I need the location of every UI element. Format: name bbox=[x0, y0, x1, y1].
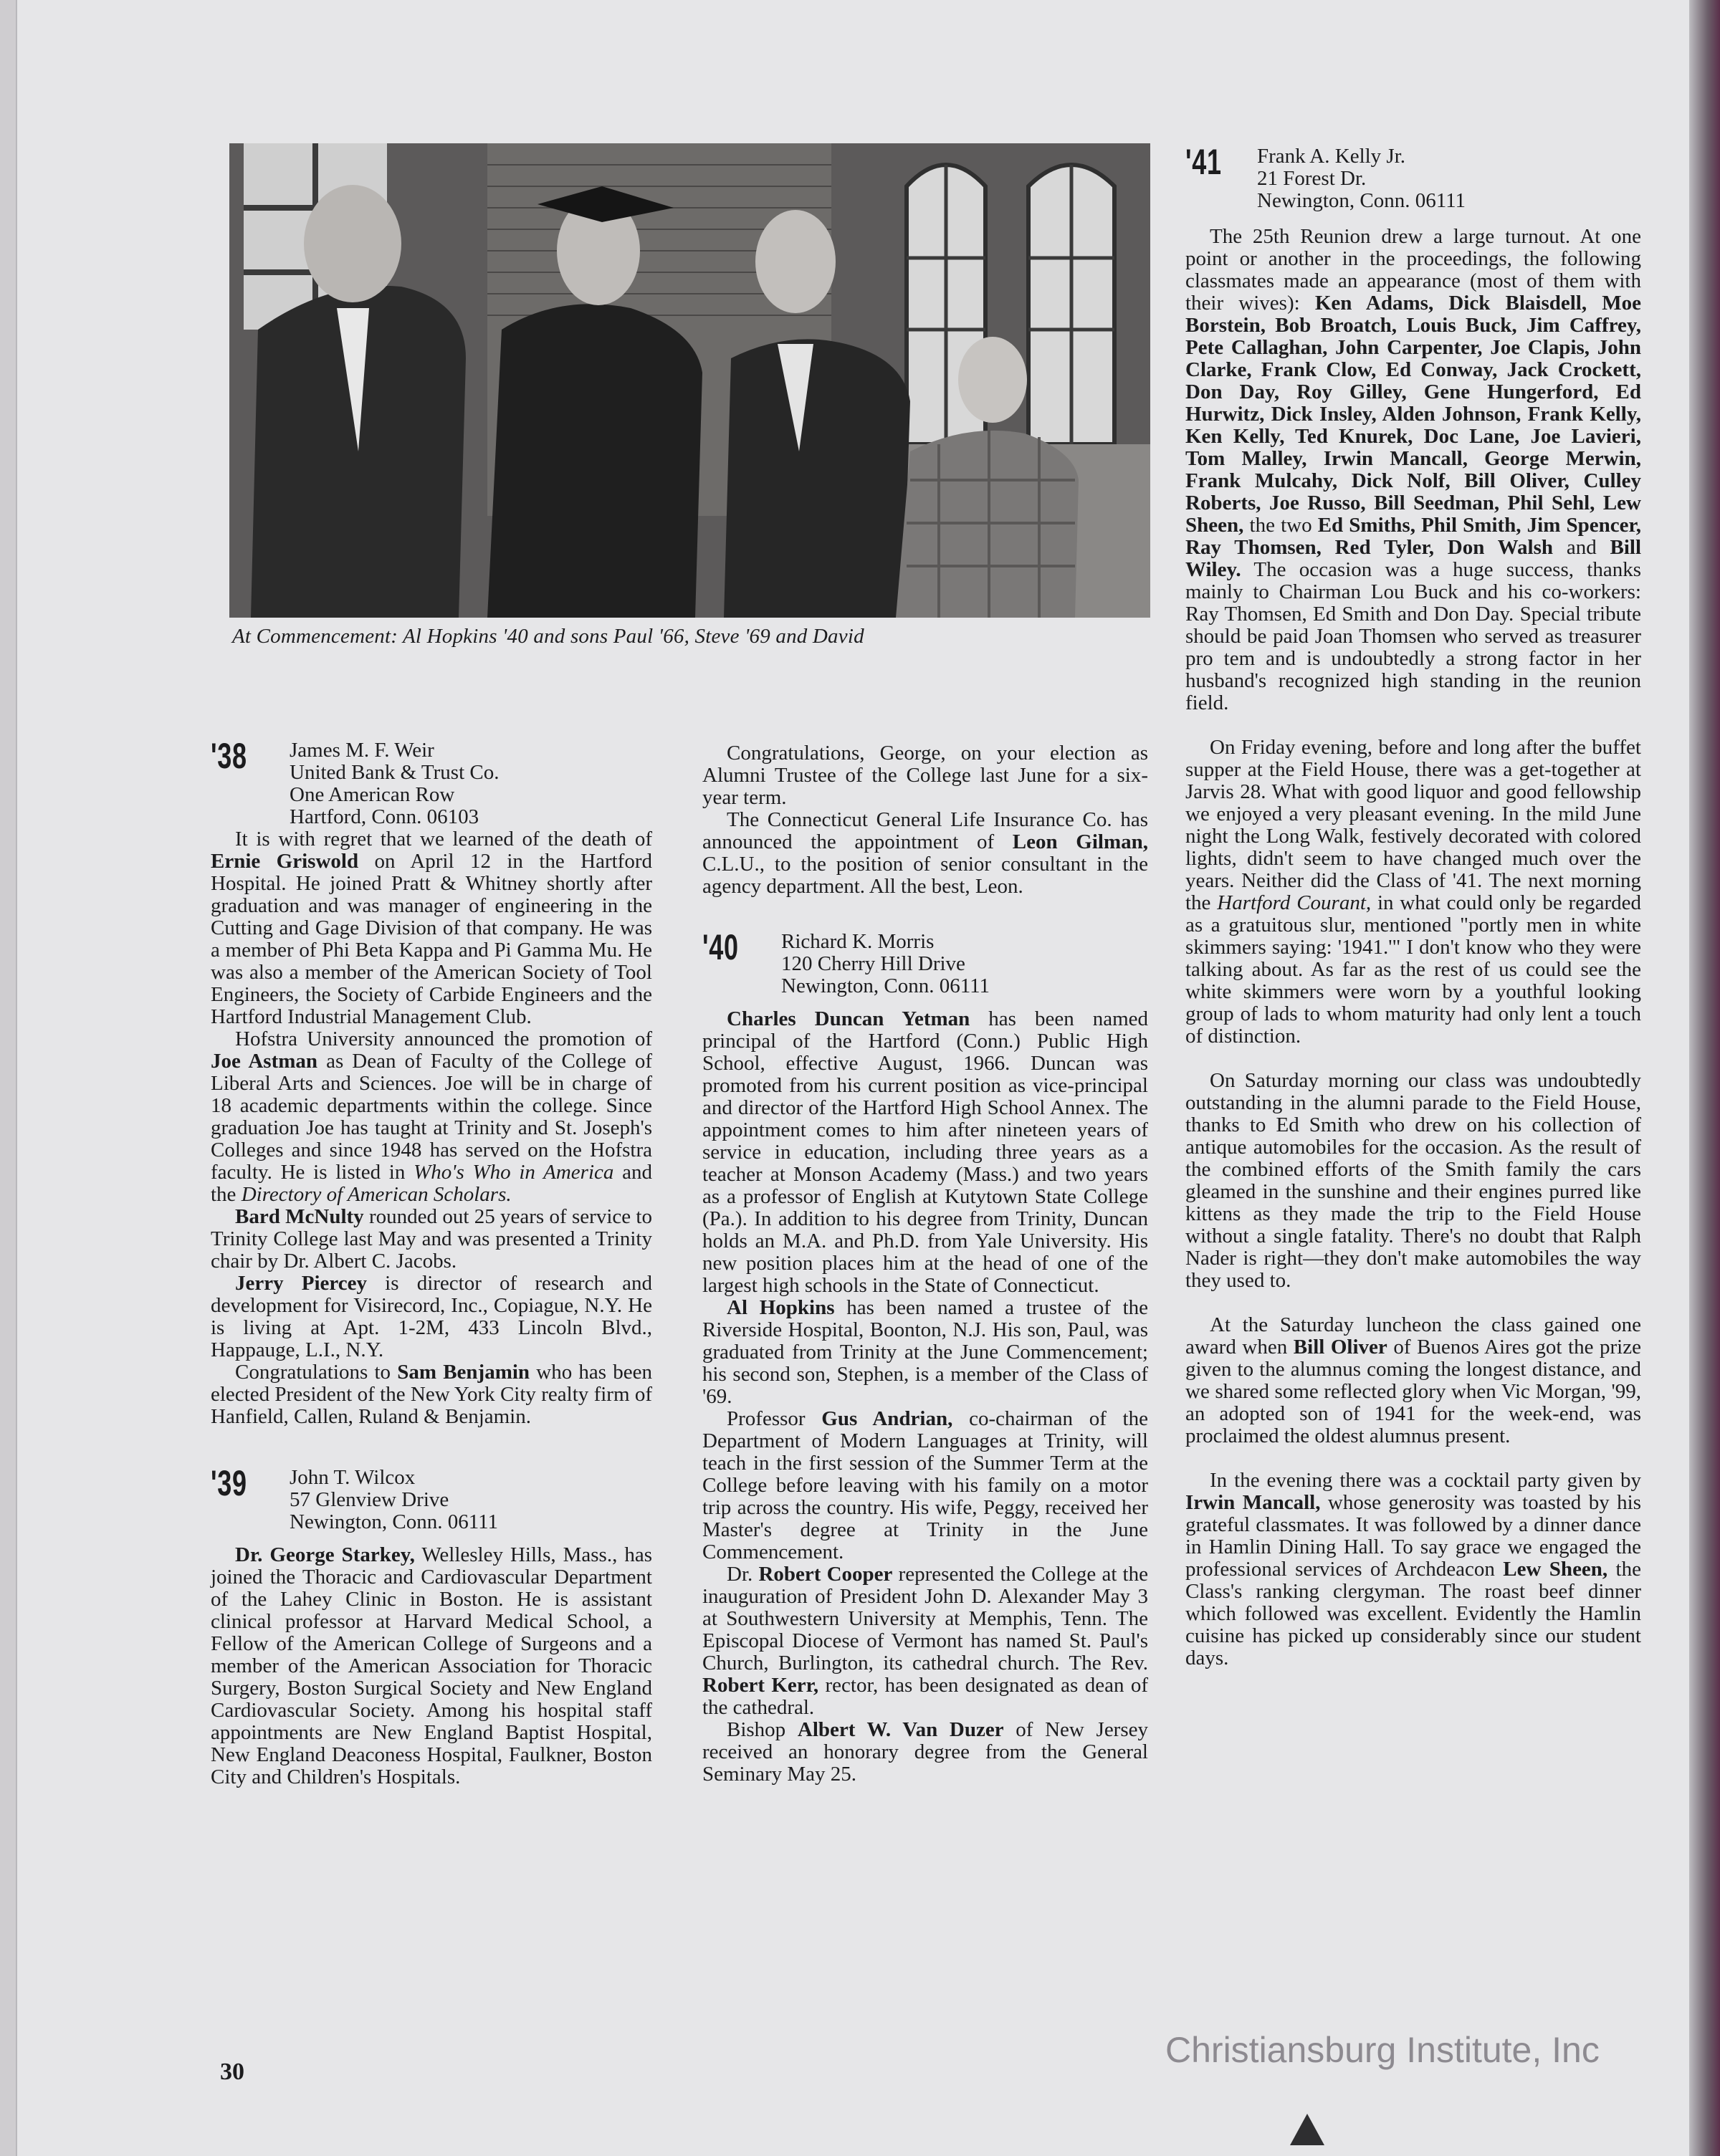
class-secretary-address: James M. F. Weir United Bank & Trust Co. One American Row Hartford, Conn. 06103 bbox=[290, 739, 500, 828]
class-38-header bbox=[211, 736, 652, 828]
magazine-page bbox=[16, 0, 1691, 2156]
paragraph: Professor Gus Andrian, co-chairman of the Department of Modern Languages at Trinity, will teach in the first session of the Summer Term at the College before leaving with his family on a motor trip across the country. His wife, Peggy, received her Master's degree at Trinity in the June Commencement. bbox=[702, 1407, 1148, 1563]
column-3 bbox=[1185, 142, 1642, 1669]
class-40-header bbox=[702, 927, 1148, 1008]
page-number: 30 bbox=[220, 2059, 244, 2085]
page-edge bbox=[1689, 0, 1720, 2156]
paragraph: It is with regret that we learned of the death of Ernie Griswold on April 12 in the Hartford Hospital. He joined Pratt & Whitney shortly after graduation and was manager of engineering in the Cutting and Gage Division of that company. He was a member of Phi Beta Kappa and Pi Gamma Mu. He was also a member of the American Society of Tool Engineers, the Society of Carbide Engineers and the Hartford Industrial Management Club. bbox=[211, 828, 653, 1028]
commencement-photo bbox=[229, 143, 1150, 618]
class-39-header bbox=[211, 1463, 652, 1544]
paragraph: Bishop Albert W. Van Duzer of New Jersey received an honorary degree from the General Seminary May 25. bbox=[702, 1718, 1149, 1786]
paragraph: Bard McNulty rounded out 25 years of service to Trinity College last May and was presented a Trinity chair by Dr. Albert C. Jacobs. bbox=[211, 1205, 652, 1273]
watermark-text: Christiansburg Institute, Inc bbox=[1165, 2030, 1600, 2070]
column-1 bbox=[211, 736, 653, 1788]
class-year: '40 bbox=[702, 927, 739, 967]
paragraph: In the evening there was a cocktail party given by Irwin Mancall, whose generosity was toasted by his grateful classmates. It was followed by a dinner dance in Hamlin Dining Hall. To say grace we engaged the professional services of Archdeacon Lew Sheen, the Class's ranking clergyman. The roast beef dinner which followed was excellent. Evidently the Hamlin cuisine has picked up considerably since our student days. bbox=[1185, 1469, 1641, 1669]
paragraph: Dr. Robert Cooper represented the College at the inauguration of President John D. Alexander May 3 at Southwestern University at Memphis, Tenn. The Episcopal Diocese of Vermont has named St. Paul's Church, Burlington, its cathedral church. The Rev. Robert Kerr, rector, has been designated as dean of the cathedral. bbox=[702, 1563, 1148, 1719]
paragraph: The 25th Reunion drew a large turnout. At one point or another in the proceedings, the following classmates made an appearance (most of them with their wives): Ken Adams, Dick Blaisdell, Moe Borstein, Bob Broatch, Louis Buck, Jim Caffrey, Pete Callaghan, John Carpenter, Joe Clapis, John Clarke, Frank Clow, Ed Conway, Jack Crockett, Don Day, Roy Gilley, Gene Hungerford, Ed Hurwitz, Dick Insley, Alden Johnson, Frank Kelly, Ken Kelly, Ted Knurek, Doc Lane, Joe Lavieri, Tom Malley, Irwin Mancall, George Merwin, Frank Mulcahy, Dick Nolf, Bill Oliver, Culley Roberts, Joe Russo, Bill Seedman, Phil Sehl, Lew Sheen, the two Ed Smiths, Phil Smith, Jim Spencer, Ray Thomsen, Red Tyler, Don Walsh and Bill Wiley. The occasion was a huge success, thanks mainly to Chairman Lou Buck and his co-workers: Ray Thomsen, Ed Smith and Don Day. Special tribute should be paid Joan Thomsen who served as treasurer pro tem and is undoubtedly a strong factor in her husband's recognized high standing in the reunion field. bbox=[1185, 225, 1642, 714]
paragraph: Charles Duncan Yetman has been named principal of the Hartford (Conn.) Public High School, effective August, 1966. Duncan was promoted from his current position as vice-principal and director of the Hartford High School Annex. The appointment comes to him after nineteen years of service in education, including three years as a teacher at Monson Academy (Mass.) and two years as a professor of English at Kutytown State College (Pa.). In addition to his degree from Trinity, Duncan holds an M.A. and Ph.D. from Yale University. His new position places him at the head of one of the largest high schools in the State of Connecticut. bbox=[702, 1007, 1148, 1297]
column-2 bbox=[702, 742, 1148, 1786]
paragraph: The Connecticut General Life Insurance Co. has announced the appointment of Leon Gilman, C.L.U., to the position of senior consultant in the agency department. All the best, Leon. bbox=[702, 808, 1148, 898]
paragraph: Hofstra University announced the promotion of Joe Astman as Dean of Faculty of the College of Liberal Arts and Sciences. Joe will be in charge of 18 academic departments within the college. Since graduation Joe has taught at Trinity and St. Joseph's Colleges and since 1948 has served on the Hofstra faculty. He is listed in Who's Who in America and the Directory of American Scholars. bbox=[211, 1027, 652, 1206]
paragraph: Congratulations, George, on your election as Alumni Trustee of the College last June for a six-year term. bbox=[702, 742, 1148, 809]
photo-caption: At Commencement: Al Hopkins '40 and sons Paul '66, Steve '69 and David bbox=[232, 625, 864, 648]
class-year: '41 bbox=[1185, 142, 1222, 182]
class-secretary-address: Richard K. Morris 120 Cherry Hill Drive Newington, Conn. 06111 bbox=[781, 930, 990, 997]
paragraph: Jerry Piercey is director of research and development for Visirecord, Inc., Copiague, N.Y. He is living at Apt. 1-2M, 433 Lincoln Blvd., Happauge, L.I., N.Y. bbox=[211, 1272, 652, 1361]
paragraph: On Friday evening, before and long after the buffet supper at the Field House, there was a get-together at Jarvis 28. What with good liquor and good fellowship we enjoyed a very pleasant evening. In the mild June night the Long Walk, festively decorated with colored lights, didn't seem to have changed much over the years. Neither did the Class of '41. The next morning the Hartford Courant, in what could only be regarded as a gratuitous slur, mentioned "portly men in white skimmers saying: '1941.'" I don't know who they were talking about. As far as the rest of us could see the white skimmers were worn by a youthful looking group of lads to whom maturity had only lent a touch of distinction. bbox=[1185, 736, 1641, 1048]
photo-illustration bbox=[229, 143, 1150, 618]
paragraph: On Saturday morning our class was undoubtedly outstanding in the alumni parade to the Field House, thanks to Ed Smith who drew on his collection of antique automobiles for the occasion. As the result of the combined efforts of the Smith family the cars gleamed in the sunshine and their engines purred like kittens as they made the trip to the Field House without a single fatality. There's no doubt that Ralph Nader is right—they don't make automobiles the way they used to. bbox=[1185, 1069, 1641, 1292]
class-secretary-address: John T. Wilcox 57 Glenview Drive Newington, Conn. 06111 bbox=[290, 1466, 499, 1533]
paragraph: Congratulations to Sam Benjamin who has been elected President of the New York City realty firm of Hanfield, Callen, Ruland & Benjamin. bbox=[211, 1361, 652, 1428]
class-year: '38 bbox=[211, 736, 247, 776]
paragraph: Al Hopkins has been named a trustee of the Riverside Hospital, Boonton, N.J. His son, Paul, was graduated from Trinity at the June Commencement; his second son, Stephen, is a member of the Class of '69. bbox=[702, 1296, 1148, 1408]
class-year: '39 bbox=[211, 1463, 247, 1503]
paragraph: At the Saturday luncheon the class gained one award when Bill Oliver of Buenos Aires got the prize given to the alumnus coming the longest distance, and we shared some reflected glory when Vic Morgan, '99, an adopted son of 1941 for the week-end, was proclaimed the oldest alumnus present. bbox=[1185, 1313, 1641, 1447]
paragraph: Dr. George Starkey, Wellesley Hills, Mass., has joined the Thoracic and Cardiovascular Department of the Lahey Clinic in Boston. He is assistant clinical professor at Harvard Medical School, a Fellow of the American College of Surgeons and a member of the American Association for Thoracic Surgery, Boston Surgical Society and New England Cardiovascular Society. Among his hospital staff appointments are New England Baptist Hospital, New England Deaconess Hospital, Faulkner, Boston City and Children's Hospitals. bbox=[211, 1543, 652, 1788]
paper-fold-mark bbox=[1290, 2114, 1324, 2145]
class-41-header bbox=[1185, 142, 1641, 226]
class-secretary-address: Frank A. Kelly Jr. 21 Forest Dr. Newington, Conn. 06111 bbox=[1257, 145, 1466, 212]
